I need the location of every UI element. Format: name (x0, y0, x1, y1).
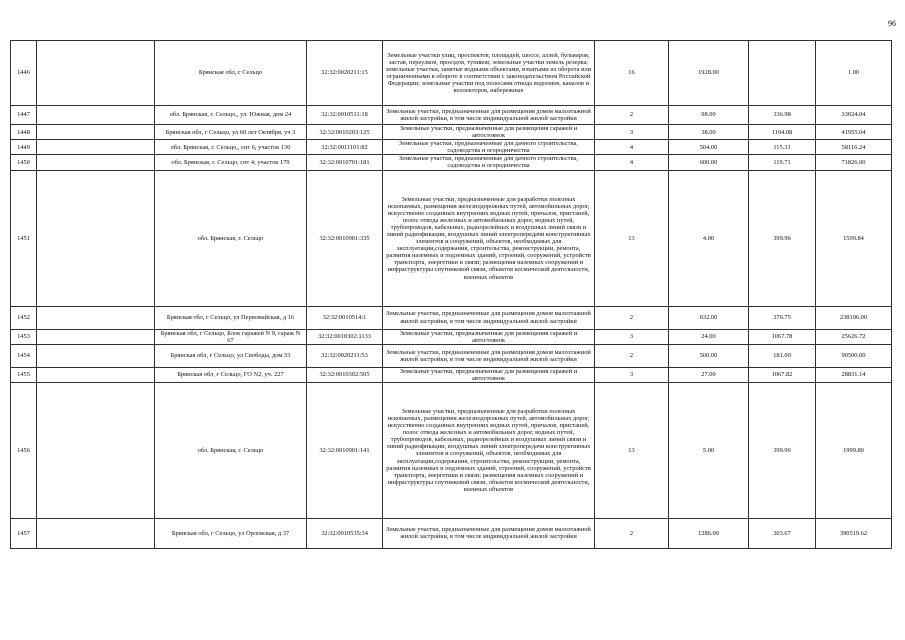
table-row (11, 125, 892, 140)
row-number: 1457 (11, 518, 37, 548)
group-cell: 2 (595, 106, 669, 125)
cadastral-value-cell: 1999.80 (816, 382, 892, 518)
blank-cell (37, 367, 155, 382)
table-row (11, 170, 892, 306)
cadastral-number-cell: 32:32:0010535:34 (307, 518, 383, 548)
area-cell: 600.00 (669, 155, 749, 170)
rate-cell: 399.96 (749, 382, 816, 518)
row-number: 1451 (11, 170, 37, 306)
rate-cell: 399.96 (749, 170, 816, 306)
address-cell: Брянская обл, г Сельцо, Блок гаражей N 9, гараж N 67 (155, 329, 307, 344)
land-purpose-cell: Земельные участки, предназначенные для размещения домов малоэтажной жилой застройки, в том числе индивидуальной жилой застройки (383, 518, 595, 548)
area-cell: 1286.00 (669, 518, 749, 548)
page-number: 96 (888, 19, 896, 28)
cadastral-number-cell: 32:32:0010302:505 (307, 367, 383, 382)
table-row (11, 344, 892, 367)
address-cell: Брянская обл, г Сельцо, ул Свободы, дом 33 (155, 344, 307, 367)
rate-cell: 119.71 (749, 155, 816, 170)
area-cell: 500.00 (669, 344, 749, 367)
group-cell: 4 (595, 140, 669, 155)
table-row (11, 306, 892, 329)
cadastral-number-cell: 32:32:0011101:82 (307, 140, 383, 155)
area-cell: 5.00 (669, 382, 749, 518)
area-cell: 632.00 (669, 306, 749, 329)
row-number: 1453 (11, 329, 37, 344)
rate-cell: 115.31 (749, 140, 816, 155)
land-purpose-cell: Земельные участки, предназначенные для разработки полезных ископаемых, размещения железнодорожных путей, автомобильных дорог, искусственно созданных внутренних водных путей, причалов, пристаней, полос отвода железных и автомобильных дорог, водных путей, трубопроводов, кабельных, радиорелейных и воздушных линий связи и линий радиофикации, воздушных линий электропередачи конструктивных элементов и сооружений, объектов, необходимых для эксплуатации,содержания, строительства, реконструкции, ремонта, развития наземных и подземных зданий, строений, сооружений, устройств транспорта, энергетики и связи; размещения наземных сооружений и инфраструктуры спутниковой связи, объектов космической деятельности, военных объектов (383, 382, 595, 518)
row-number: 1449 (11, 140, 37, 155)
blank-cell (37, 155, 155, 170)
cadastral-value-cell: 238106.00 (816, 306, 892, 329)
blank-cell (37, 170, 155, 306)
group-cell: 13 (595, 170, 669, 306)
rate-cell: 376.75 (749, 306, 816, 329)
group-cell: 16 (595, 41, 669, 106)
blank-cell (37, 382, 155, 518)
area-cell: 504.00 (669, 140, 749, 155)
group-cell: 3 (595, 367, 669, 382)
cadastral-number-cell: 32:32:0010514:1 (307, 306, 383, 329)
area-cell: 4.00 (669, 170, 749, 306)
land-purpose-cell: Земельные участки, предназначенные для разработки полезных ископаемых, размещения железнодорожных путей, автомобильных дорог, искусственно созданных внутренних водных путей, причалов, пристаней, полос отвода железных и автомобильных дорог, водных путей, трубопроводов, кабельных, радиорелейных и воздушных линий связи и линий радиофикации, воздушных линий электропередачи конструктивных элементов и сооружений, объектов, необходимых для эксплуатации,содержания, строительства, реконструкции, ремонта, развития наземных и подземных зданий, строений, сооружений, устройств транспорта, энергетики и связи; размещения наземных сооружений и инфраструктуры спутниковой связи, объектов космической деятельности, военных объектов (383, 170, 595, 306)
row-number: 1446 (11, 41, 37, 106)
cadastral-value-cell: 1.00 (816, 41, 892, 106)
group-cell: 3 (595, 125, 669, 140)
area-cell: 98.00 (669, 106, 749, 125)
blank-cell (37, 106, 155, 125)
cadastral-number-cell: 32:32:0020211:53 (307, 344, 383, 367)
row-number: 1450 (11, 155, 37, 170)
group-cell: 2 (595, 306, 669, 329)
row-number: 1447 (11, 106, 37, 125)
group-cell: 4 (595, 155, 669, 170)
cadastral-number-cell: 32:32:0010901:141 (307, 382, 383, 518)
land-purpose-cell: Земельные участки, предназначенные для размещения гаражей и автостоянок (383, 367, 595, 382)
land-purpose-cell: Земельные участки, предназначенные для дачного строительства, садоводства и огородничества (383, 155, 595, 170)
cadastral-value-cell: 28831.14 (816, 367, 892, 382)
group-cell: 13 (595, 382, 669, 518)
cadastral-number-cell: 32:32:0010901:335 (307, 170, 383, 306)
cadastral-value-cell: 41955.04 (816, 125, 892, 140)
blank-cell (37, 41, 155, 106)
table-row (11, 329, 892, 344)
table-row (11, 41, 892, 106)
cadastral-value-cell: 25626.72 (816, 329, 892, 344)
blank-cell (37, 344, 155, 367)
rate-cell: 1104.08 (749, 125, 816, 140)
land-purpose-cell: Земельные участки, предназначенные для размещения домов малоэтажной жилой застройки, в том числе индивидуальной жилой застройки (383, 106, 595, 125)
cadastral-value-cell: 1599.84 (816, 170, 892, 306)
cadastral-number-cell: 32:32:0010511:18 (307, 106, 383, 125)
cadastral-number-cell: 32:32:0010701:181 (307, 155, 383, 170)
area-cell: 38.00 (669, 125, 749, 140)
rate-cell: 303.67 (749, 518, 816, 548)
cadastral-value-cell: 58116.24 (816, 140, 892, 155)
table-row (11, 140, 892, 155)
land-purpose-cell: Земельные участки, предназначенные для дачного строительства, садоводства и огородничества (383, 140, 595, 155)
cadastral-value-cell: 90500.00 (816, 344, 892, 367)
blank-cell (37, 518, 155, 548)
address-cell: обл. Брянская, г. Сельцо (155, 382, 307, 518)
cadastral-value-cell: 33024.04 (816, 106, 892, 125)
cadastral-value-cell: 71826.00 (816, 155, 892, 170)
address-cell: Брянская обл, г Сельцо (155, 41, 307, 106)
blank-cell (37, 306, 155, 329)
land-purpose-cell: Земельные участки, предназначенные для размещения гаражей и автостоянок (383, 125, 595, 140)
address-cell: обл. Брянская, г. Сельцо,, снт 6, участок 130 (155, 140, 307, 155)
group-cell: 3 (595, 329, 669, 344)
address-cell: обл. Брянская, г. Сельцо (155, 170, 307, 306)
row-number: 1448 (11, 125, 37, 140)
rate-cell: 1067.78 (749, 329, 816, 344)
table-row (11, 367, 892, 382)
group-cell: 2 (595, 518, 669, 548)
cadastral-value-cell: 390519.62 (816, 518, 892, 548)
group-cell: 2 (595, 344, 669, 367)
land-purpose-cell: Земельные участки, предназначенные для размещения гаражей и автостоянок (383, 329, 595, 344)
rate-cell: 1067.82 (749, 367, 816, 382)
land-purpose-cell: Земельные участки улиц, проспектов, площадей, шоссе, аллей, бульваров, застав, переулков, проездов, тупиков; земельные участки земель резерва; земельные участки, занятые водными объектами, изъятыми из оборота или ограниченными в обороте в соответствии с законодательством Российской Федерации; земельные участки под полосами отвода водоемов, каналов и коллекторов, набережные (383, 41, 595, 106)
address-cell: Брянская обл, г Сельцо, ГО N2, уч. 227 (155, 367, 307, 382)
table-row (11, 106, 892, 125)
address-cell: Брянская обл, г Сельцо, ул Орловская, д 37 (155, 518, 307, 548)
table-row (11, 518, 892, 548)
blank-cell (37, 140, 155, 155)
area-cell: 27.00 (669, 367, 749, 382)
cadastral-number-cell: 32:32:0010302:1133 (307, 329, 383, 344)
table-row (11, 382, 892, 518)
land-purpose-cell: Земельные участки, предназначенные для размещения домов малоэтажной жилой застройки, в том числе индивидуальной жилой застройки (383, 344, 595, 367)
rate-cell: 181.00 (749, 344, 816, 367)
cadastral-number-cell: 32:32:0020211:15 (307, 41, 383, 106)
address-cell: Брянская обл, г Сельцо, ул 60 лет Октября, уч 3 (155, 125, 307, 140)
blank-cell (37, 125, 155, 140)
row-number: 1454 (11, 344, 37, 367)
rate-cell (749, 41, 816, 106)
area-cell: 24.00 (669, 329, 749, 344)
land-purpose-cell: Земельные участки, предназначенные для размещения домов малоэтажной жилой застройки, в том числе индивидуальной жилой застройки (383, 306, 595, 329)
table-row (11, 155, 892, 170)
address-cell: обл. Брянская, г. Сельцо,, ул. Южная, дом 24 (155, 106, 307, 125)
land-plot-table (10, 40, 892, 549)
cadastral-number-cell: 32:32:0010203:125 (307, 125, 383, 140)
row-number: 1456 (11, 382, 37, 518)
address-cell: Брянская обл, г Сельцо, ул Первомайская, д 16 (155, 306, 307, 329)
row-number: 1455 (11, 367, 37, 382)
address-cell: обл. Брянская, г. Сельцо, снт 4, участок 179 (155, 155, 307, 170)
blank-cell (37, 329, 155, 344)
area-cell: 1928.00 (669, 41, 749, 106)
row-number: 1452 (11, 306, 37, 329)
rate-cell: 336.98 (749, 106, 816, 125)
